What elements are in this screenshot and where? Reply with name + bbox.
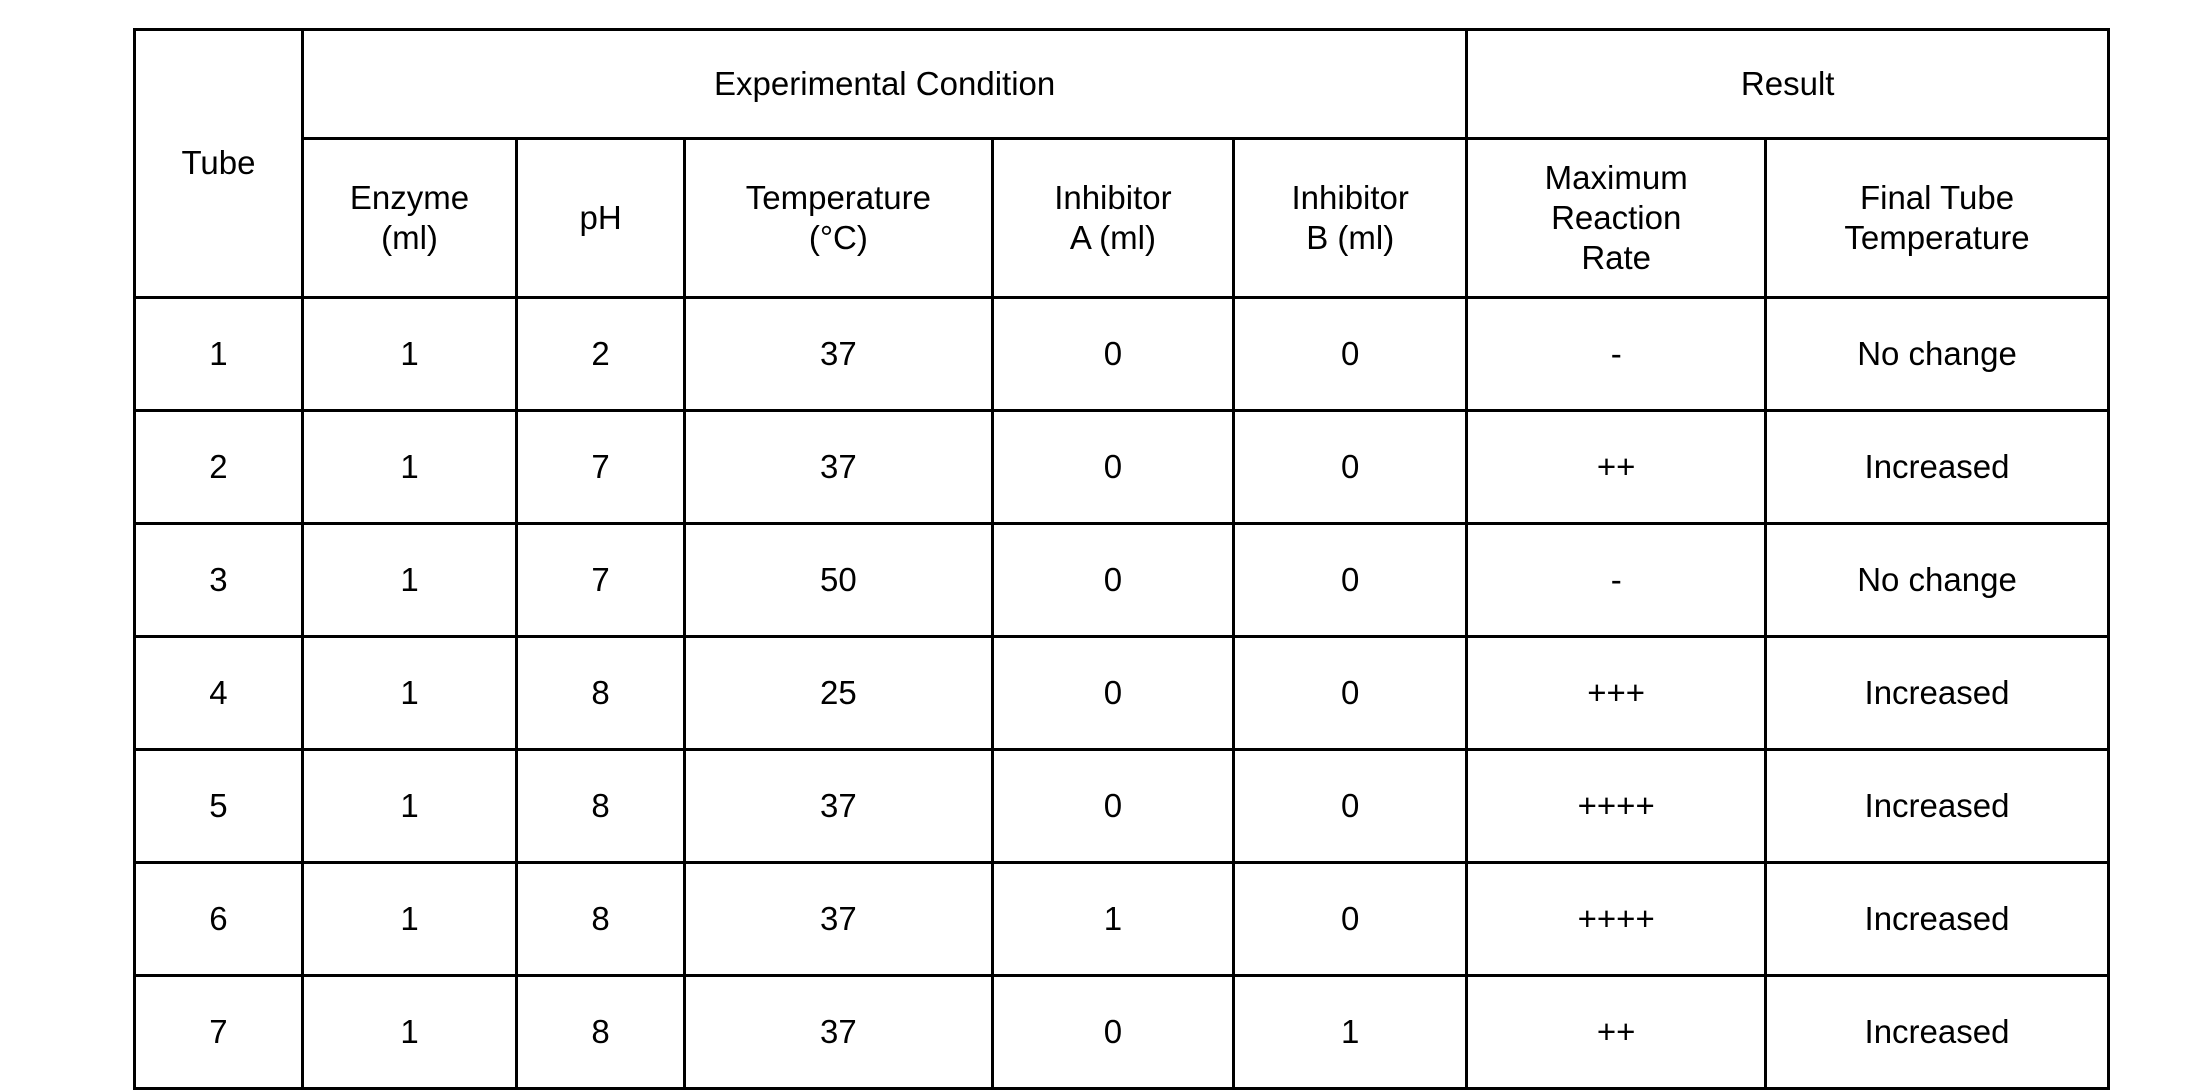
cell-ph: 8 [517, 976, 685, 1089]
header-final-temp-line1: Final Tube [1859, 178, 2015, 216]
header-final-tube-temperature [1766, 139, 2109, 298]
header-max-rate-line1: Maximum [1544, 158, 1688, 196]
header-tube: Tube [135, 30, 303, 298]
header-result: Result [1467, 30, 2109, 139]
cell-enzyme: 1 [302, 976, 516, 1089]
cell-inhibitor-b: 0 [1234, 411, 1467, 524]
cell-final-temp: Increased [1766, 637, 2109, 750]
cell-temperature: 25 [685, 637, 993, 750]
table-sheet [133, 28, 2110, 1050]
cell-inhibitor-b: 0 [1234, 298, 1467, 411]
cell-tube: 6 [135, 863, 303, 976]
cell-final-temp: No change [1766, 524, 2109, 637]
cell-inhibitor-b: 0 [1234, 524, 1467, 637]
cell-enzyme: 1 [302, 863, 516, 976]
cell-max-rate: ++++ [1467, 863, 1766, 976]
cell-inhibitor-b: 0 [1234, 637, 1467, 750]
cell-temperature: 37 [685, 298, 993, 411]
cell-temperature: 50 [685, 524, 993, 637]
cell-enzyme: 1 [302, 411, 516, 524]
cell-final-temp: Increased [1766, 863, 2109, 976]
cell-max-rate: +++ [1467, 637, 1766, 750]
cell-inhibitor-a: 0 [992, 976, 1233, 1089]
cell-tube: 7 [135, 976, 303, 1089]
header-max-rate-line3: Rate [1581, 239, 1652, 277]
cell-ph: 8 [517, 750, 685, 863]
cell-inhibitor-a: 0 [992, 411, 1233, 524]
header-temperature-line1: Temperature [745, 178, 932, 216]
table-row [135, 637, 2109, 750]
header-ph: pH [517, 139, 685, 298]
cell-inhibitor-a: 0 [992, 637, 1233, 750]
cell-max-rate: - [1467, 298, 1766, 411]
cell-final-temp: Increased [1766, 976, 2109, 1089]
header-final-temp-line2: Temperature [1844, 219, 2030, 256]
header-inhibitor-b-line1: Inhibitor [1291, 178, 1409, 216]
table-header-row-sub [135, 139, 2109, 298]
cell-ph: 8 [517, 637, 685, 750]
cell-tube: 5 [135, 750, 303, 863]
cell-ph: 8 [517, 863, 685, 976]
header-inhibitor-a-line2: A (ml) [1069, 219, 1156, 256]
table-row [135, 411, 2109, 524]
table-row [135, 863, 2109, 976]
table-row [135, 524, 2109, 637]
table-header-row-group [135, 30, 2109, 139]
cell-final-temp: Increased [1766, 750, 2109, 863]
cell-final-temp: No change [1766, 298, 2109, 411]
cell-tube: 1 [135, 298, 303, 411]
cell-temperature: 37 [685, 863, 993, 976]
header-inhibitor-a-line1: Inhibitor [1054, 178, 1172, 216]
cell-inhibitor-a: 0 [992, 524, 1233, 637]
cell-enzyme: 1 [302, 750, 516, 863]
cell-enzyme: 1 [302, 524, 516, 637]
cell-max-rate: ++ [1467, 976, 1766, 1089]
header-inhibitor-b-line2: B (ml) [1306, 219, 1395, 256]
cell-tube: 4 [135, 637, 303, 750]
cell-inhibitor-a: 1 [992, 863, 1233, 976]
header-inhibitor-a [992, 139, 1233, 298]
table-row [135, 298, 2109, 411]
cell-inhibitor-b: 0 [1234, 750, 1467, 863]
cell-inhibitor-a: 0 [992, 298, 1233, 411]
cell-tube: 2 [135, 411, 303, 524]
cell-ph: 2 [517, 298, 685, 411]
cell-inhibitor-a: 0 [992, 750, 1233, 863]
cell-enzyme: 1 [302, 298, 516, 411]
header-enzyme-line1: Enzyme [349, 178, 470, 216]
cell-inhibitor-b: 1 [1234, 976, 1467, 1089]
header-experimental-condition: Experimental Condition [302, 30, 1466, 139]
header-max-reaction-rate [1467, 139, 1766, 298]
cell-temperature: 37 [685, 411, 993, 524]
cell-max-rate: ++ [1467, 411, 1766, 524]
cell-ph: 7 [517, 524, 685, 637]
header-enzyme-line2: (ml) [381, 219, 438, 256]
cell-max-rate: ++++ [1467, 750, 1766, 863]
header-temperature-line2: (°C) [808, 219, 868, 256]
cell-enzyme: 1 [302, 637, 516, 750]
cell-temperature: 37 [685, 750, 993, 863]
header-temperature [685, 139, 993, 298]
cell-inhibitor-b: 0 [1234, 863, 1467, 976]
cell-temperature: 37 [685, 976, 993, 1089]
cell-max-rate: - [1467, 524, 1766, 637]
header-inhibitor-b [1234, 139, 1467, 298]
table-row [135, 750, 2109, 863]
cell-final-temp: Increased [1766, 411, 2109, 524]
header-enzyme [302, 139, 516, 298]
header-max-rate-line2: Reaction [1551, 198, 1682, 236]
table-row [135, 976, 2109, 1089]
experiment-results-table [133, 28, 2110, 1090]
cell-tube: 3 [135, 524, 303, 637]
cell-ph: 7 [517, 411, 685, 524]
